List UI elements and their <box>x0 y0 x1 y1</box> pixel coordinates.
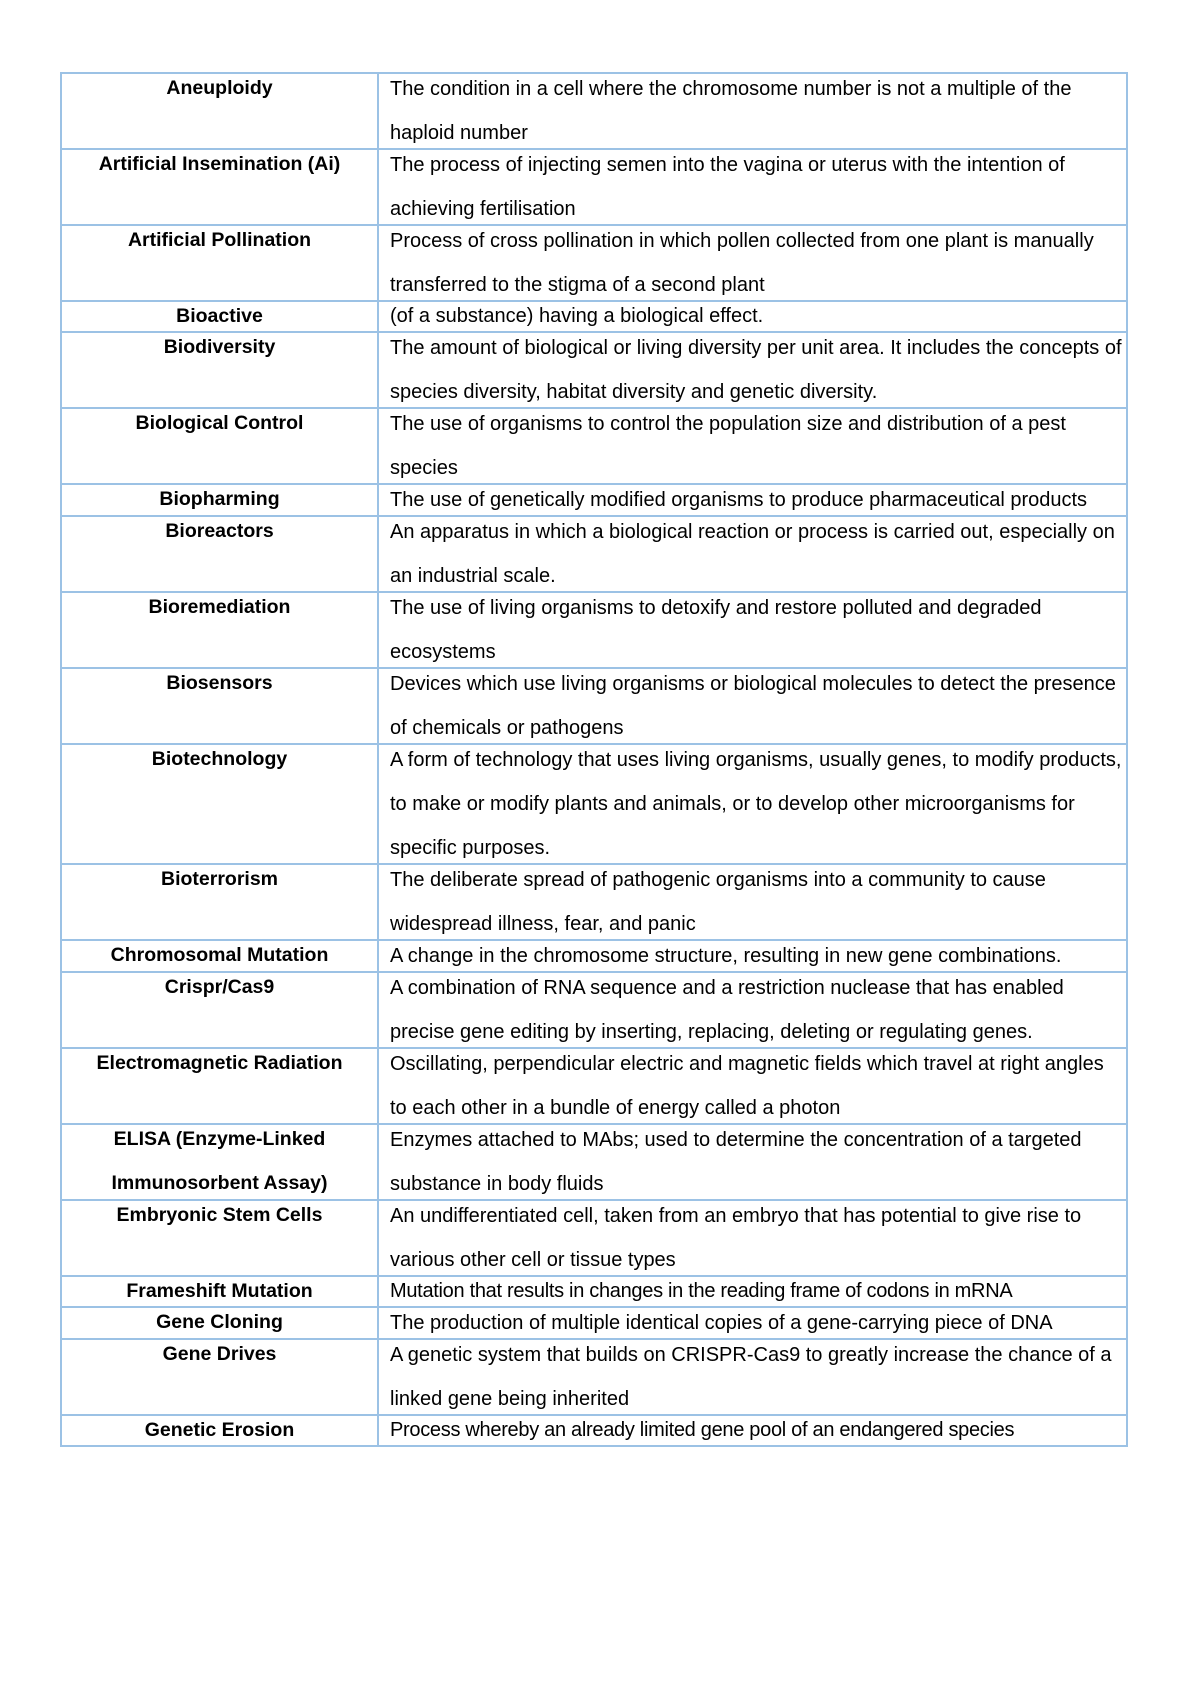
table-row <box>61 149 1127 225</box>
table-row <box>61 668 1127 744</box>
document-page <box>60 72 1126 1447</box>
term-text: Bioterrorism <box>160 868 279 890</box>
definition-cell <box>378 73 1127 149</box>
table-row <box>61 744 1127 864</box>
definition-text: The process of injecting semen into the vagina or uterus with the intention of achieving fertilisation <box>390 154 1065 220</box>
term-text: Biotechnology <box>151 748 288 770</box>
definition-text: The deliberate spread of pathogenic organisms into a community to cause widespread illness, fear, and panic <box>390 869 1046 935</box>
term-cell <box>61 484 378 516</box>
term-text: Gene Drives <box>162 1343 277 1365</box>
term-text: Aneuploidy <box>166 77 273 99</box>
term-cell <box>61 1276 378 1307</box>
definition-text: An apparatus in which a biological reaction or process is carried out, especially on an industrial scale. <box>390 521 1115 587</box>
glossary-body <box>61 73 1127 1446</box>
definition-text: Oscillating, perpendicular electric and magnetic fields which travel at right angles to each other in a bundle of energy called a photon <box>390 1053 1104 1119</box>
term-text: Bioremediation <box>148 596 291 618</box>
definition-text: A change in the chromosome structure, resulting in new gene combinations. <box>390 945 1062 967</box>
definition-text: A form of technology that uses living organisms, usually genes, to modify products, to make or modify plants and animals, or to develop other microorganisms for specific purposes. <box>390 749 1122 859</box>
definition-cell <box>378 516 1127 592</box>
term-text: Crispr/Cas9 <box>164 976 275 998</box>
term-text: Biopharming <box>159 488 280 510</box>
term-cell <box>61 940 378 972</box>
table-row <box>61 1200 1127 1276</box>
definition-text: (of a substance) having a biological effect. <box>390 305 764 327</box>
term-text: Bioreactors <box>165 520 274 542</box>
term-text: Biodiversity <box>163 336 276 358</box>
term-text: Frameshift Mutation <box>126 1280 313 1302</box>
term-cell <box>61 408 378 484</box>
definition-cell <box>378 1339 1127 1415</box>
term-cell <box>61 592 378 668</box>
term-cell <box>61 516 378 592</box>
definition-cell <box>378 972 1127 1048</box>
table-row <box>61 1339 1127 1415</box>
definition-cell <box>378 1415 1127 1446</box>
term-text: Artificial Pollination <box>127 229 312 251</box>
definition-text: A genetic system that builds on CRISPR-Cas9 to greatly increase the chance of a linked gene being inherited <box>390 1344 1112 1410</box>
term-text: Bioactive <box>176 305 263 327</box>
definition-text: The use of living organisms to detoxify and restore polluted and degraded ecosystems <box>390 597 1042 663</box>
definition-text: The condition in a cell where the chromosome number is not a multiple of the haploid number <box>390 78 1072 144</box>
definition-cell <box>378 1048 1127 1124</box>
definition-cell <box>378 744 1127 864</box>
term-text: Genetic Erosion <box>144 1419 295 1441</box>
definition-cell <box>378 592 1127 668</box>
term-cell <box>61 1339 378 1415</box>
glossary-table <box>60 72 1128 1447</box>
term-cell <box>61 972 378 1048</box>
definition-text: Process of cross pollination in which pollen collected from one plant is manually transferred to the stigma of a second plant <box>390 230 1094 296</box>
term-cell <box>61 73 378 149</box>
term-cell <box>61 1200 378 1276</box>
definition-text: Enzymes attached to MAbs; used to determine the concentration of a targeted substance in body fluids <box>390 1129 1082 1195</box>
term-text: Biosensors <box>166 672 273 694</box>
table-row <box>61 225 1127 301</box>
term-text: Biological Control <box>135 412 304 434</box>
definition-cell <box>378 1124 1127 1200</box>
term-text: Chromosomal Mutation <box>110 944 329 966</box>
table-row <box>61 1124 1127 1200</box>
term-cell <box>61 301 378 332</box>
table-row <box>61 864 1127 940</box>
term-cell <box>61 1307 378 1339</box>
definition-text: A combination of RNA sequence and a restriction nuclease that has enabled precise gene editing by inserting, replacing, deleting or regulating genes. <box>390 977 1064 1043</box>
term-cell <box>61 668 378 744</box>
definition-text: Mutation that results in changes in the reading frame of codons in mRNA <box>390 1280 1013 1302</box>
definition-cell <box>378 332 1127 408</box>
definition-cell <box>378 668 1127 744</box>
term-cell <box>61 1124 378 1200</box>
term-text: ELISA (Enzyme-Linked Immunosorbent Assay) <box>111 1128 328 1194</box>
definition-cell <box>378 149 1127 225</box>
table-row <box>61 592 1127 668</box>
table-row <box>61 972 1127 1048</box>
term-text: Gene Cloning <box>156 1311 283 1333</box>
table-row <box>61 516 1127 592</box>
definition-text: The amount of biological or living diversity per unit area. It includes the concepts of species diversity, habitat diversity and genetic diversity. <box>390 337 1122 403</box>
term-text: Artificial Insemination (Ai) <box>98 153 341 175</box>
term-cell <box>61 1048 378 1124</box>
term-cell <box>61 1415 378 1446</box>
definition-cell <box>378 864 1127 940</box>
definition-text: Process whereby an already limited gene pool of an endangered species <box>390 1419 1015 1441</box>
definition-cell <box>378 408 1127 484</box>
definition-text: The use of genetically modified organisms to produce pharmaceutical products <box>390 489 1088 511</box>
definition-text: An undifferentiated cell, taken from an embryo that has potential to give rise to various other cell or tissue types <box>390 1205 1082 1271</box>
definition-cell <box>378 1200 1127 1276</box>
term-cell <box>61 332 378 408</box>
term-cell <box>61 864 378 940</box>
definition-text: The use of organisms to control the population size and distribution of a pest species <box>390 413 1066 479</box>
table-row <box>61 73 1127 149</box>
term-text: Electromagnetic Radiation <box>96 1052 343 1074</box>
term-cell <box>61 149 378 225</box>
definition-cell <box>378 225 1127 301</box>
term-cell <box>61 225 378 301</box>
table-row <box>61 332 1127 408</box>
definition-text: The production of multiple identical copies of a gene-carrying piece of DNA <box>390 1312 1053 1334</box>
table-row <box>61 1048 1127 1124</box>
term-text: Embryonic Stem Cells <box>116 1204 323 1226</box>
term-cell <box>61 744 378 864</box>
definition-text: Devices which use living organisms or biological molecules to detect the presence of chemicals or pathogens <box>390 673 1116 739</box>
table-row <box>61 1415 1127 1446</box>
table-row <box>61 408 1127 484</box>
